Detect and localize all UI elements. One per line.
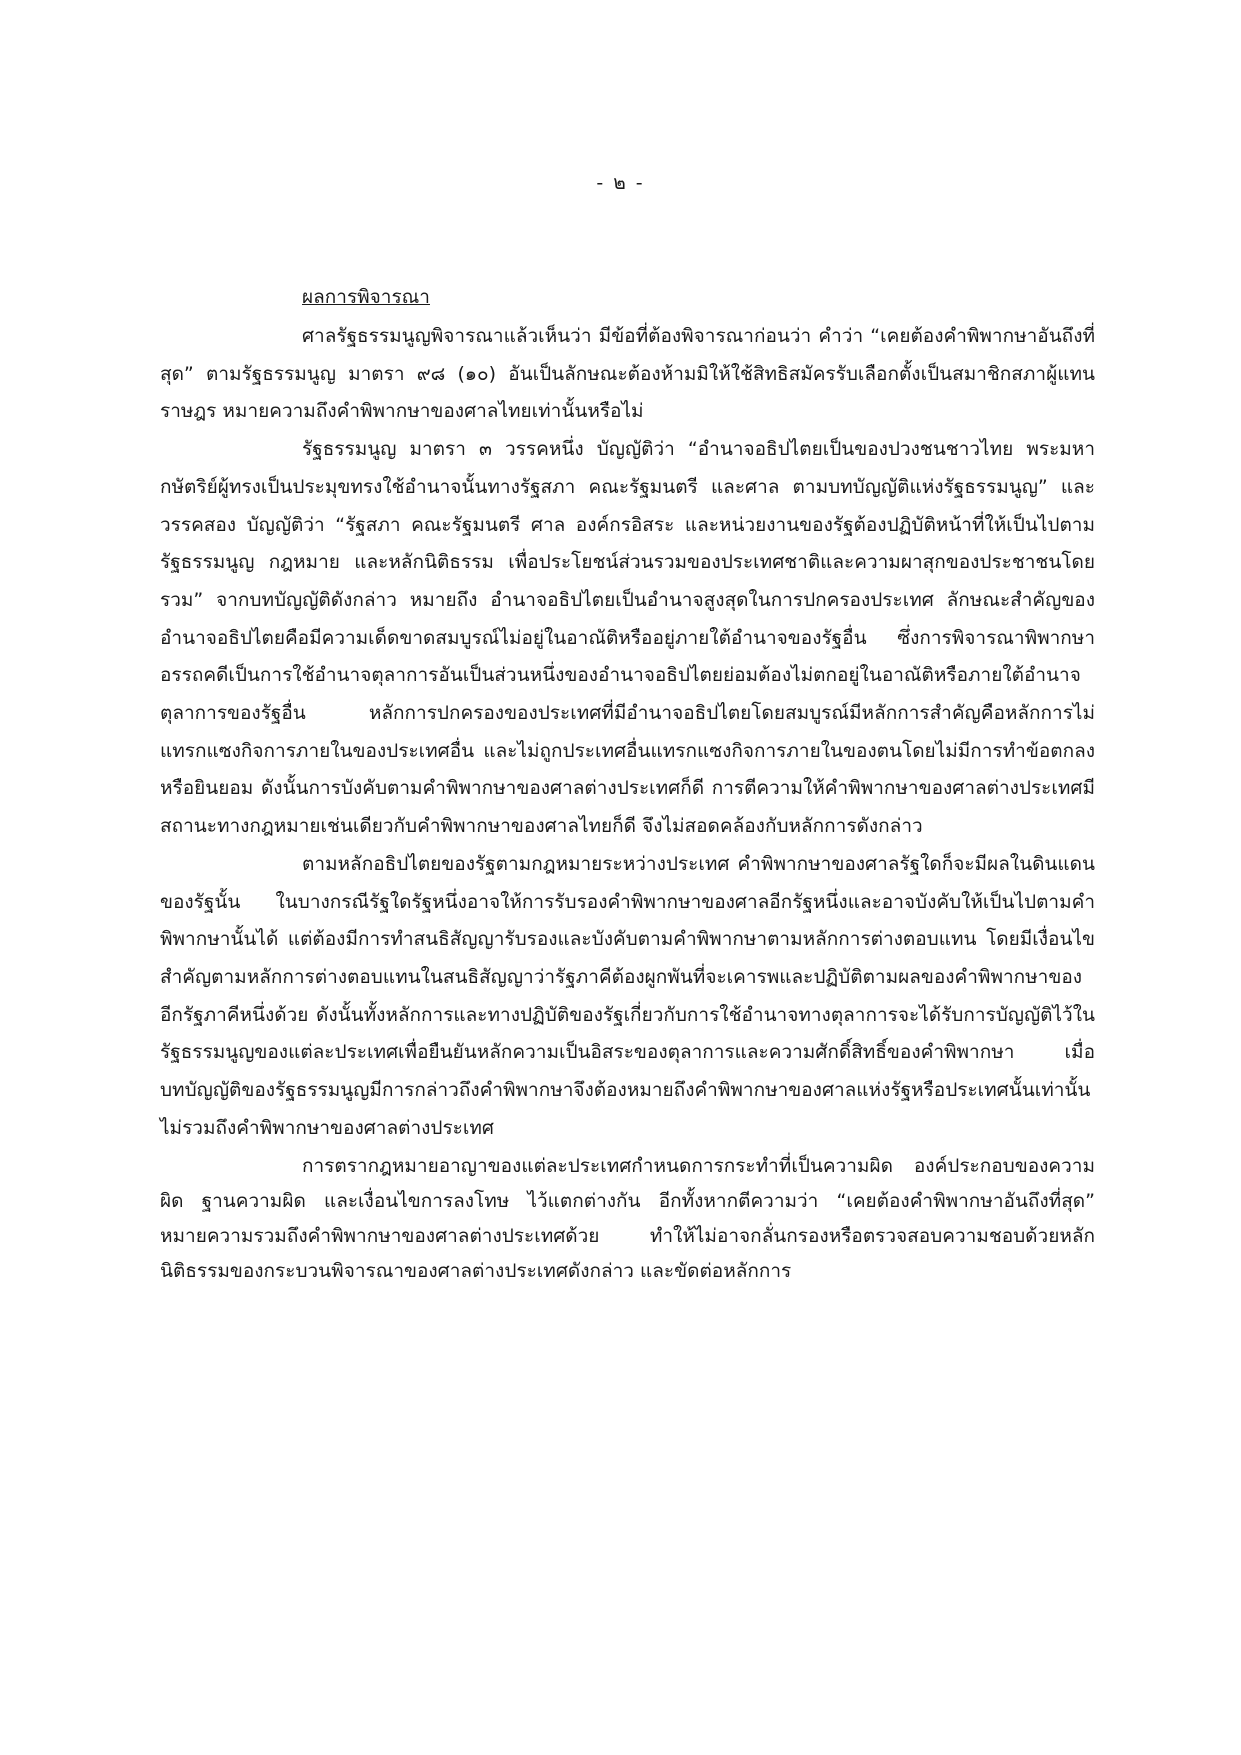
paragraph-text: ตามหลักอธิปไตยของรัฐตามกฎหมายระหว่างประเทศ คำพิพากษาของศาลรัฐใดก็จะมีผลในดินแดนของรัฐนั้น ในบางกรณีรัฐใดรัฐหนึ่งอาจให้การรับรองคำพิพากษาของศาลอีกรัฐหนึ่งและอาจบังคับให้เป็นไปตามคำพิพากษานั้นได้ แต่ต้องมีการทำสนธิสัญญารับรองและบังคับตามคำพิพากษาตามหลักการต่างตอบแทน โดยมีเงื่อนไขสำคัญตามหลักการต่างตอบแทนในสนธิสัญญาว่ารัฐภาคีต้องผูกพันที่จะเคารพและปฏิบัติตามผลของคำพิพากษาของอีกรัฐภาคีหนึ่งด้วย ดังนั้นทั้งหลักการและทางปฏิบัติของรัฐเกี่ยวกับการใช้อำนาจทางตุลาการจะได้รับการบัญญัติไว้ในรัฐธรรมนูญของแต่ละประเทศเพื่อยืนยันหลักความเป็นอิสระของตุลาการและความศักดิ์สิทธิ์ของคำพิพากษา เมื่อบทบัญญัติของรัฐธรรมนูญมีการกล่าวถึงคำพิพากษาจึงต้องหมายถึงคำพิพากษาของศาลแห่งรัฐหรือประเทศนั้นเท่านั้น ไม่รวมถึงคำพิพากษาของศาลต่างประเทศ bbox=[160, 852, 1095, 1139]
paragraph-text: ศาลรัฐธรรมนูญพิจารณาแล้วเห็นว่า มีข้อที่ต้องพิจารณาก่อนว่า คำว่า “เคยต้องคำพิพากษาอันถึงที่สุด” ตามรัฐธรรมนูญ มาตรา ๙๘ (๑๐) อันเป็นลักษณะต้องห้ามมิให้ใช้สิทธิสมัครรับเลือกตั้งเป็นสมาชิกสภาผู้แทนราษฎร หมายความถึงคำพิพากษาของศาลไทยเท่านั้นหรือไม่ bbox=[160, 325, 1095, 423]
paragraph bbox=[160, 1149, 1095, 1289]
section-heading: ผลการพิจารณา bbox=[302, 286, 430, 308]
paragraph bbox=[160, 431, 1095, 846]
document-body bbox=[160, 318, 1095, 1289]
paragraph bbox=[160, 846, 1095, 1148]
paragraph bbox=[160, 318, 1095, 431]
paragraph-text: รัฐธรรมนูญ มาตรา ๓ วรรคหนึ่ง บัญญัติว่า “อำนาจอธิปไตยเป็นของปวงชนชาวไทย พระมหากษัตริย์ผู้ทรงเป็นประมุขทรงใช้อำนาจนั้นทางรัฐสภา คณะรัฐมนตรี และศาล ตามบทบัญญัติแห่งรัฐธรรมนูญ” และวรรคสอง บัญญัติว่า “รัฐสภา คณะรัฐมนตรี ศาล องค์กรอิสระ และหน่วยงานของรัฐต้องปฏิบัติหน้าที่ให้เป็นไปตามรัฐธรรมนูญ กฎหมาย และหลักนิติธรรม เพื่อประโยชน์ส่วนรวมของประเทศชาติและความผาสุกของประชาชนโดยรวม” จากบทบัญญัติดังกล่าว หมายถึง อำนาจอธิปไตยเป็นอำนาจสูงสุดในการปกครองประเทศ ลักษณะสำคัญของอำนาจอธิปไตยคือมีความเด็ดขาดสมบูรณ์ไม่อยู่ในอาณัติหรืออยู่ภายใต้อำนาจของรัฐอื่น ซึ่งการพิจารณาพิพากษาอรรถคดีเป็นการใช้อำนาจตุลาการอันเป็นส่วนหนึ่งของอำนาจอธิปไตยย่อมต้องไม่ตกอยู่ในอาณัติหรือภายใต้อำนาจตุลาการของรัฐอื่น หลักการปกครองของประเทศที่มีอำนาจอธิปไตยโดยสมบูรณ์มีหลักการสำคัญคือหลักการไม่แทรกแซงกิจการภายในของประเทศอื่น และไม่ถูกประเทศอื่นแทรกแซงกิจการภายในของตนโดยไม่มีการทำข้อตกลงหรือยินยอม ดังนั้นการบังคับตามคำพิพากษาของศาลต่างประเทศก็ดี การตีความให้คำพิพากษาของศาลต่างประเทศมีสถานะทางกฎหมายเช่นเดียวกับคำพิพากษาของศาลไทยก็ดี จึงไม่สอดคล้องกับหลักการดังกล่าว bbox=[160, 438, 1095, 838]
paragraph-text: การตรากฎหมายอาญาของแต่ละประเทศกำหนดการกระทำที่เป็นความผิด องค์ประกอบของความผิด ฐานความผิด และเงื่อนไขการลงโทษ ไว้แตกต่างกัน อีกทั้งหากตีความว่า “เคยต้องคำพิพากษาอันถึงที่สุด” หมายความรวมถึงคำพิพากษาของศาลต่างประเทศด้วย ทำให้ไม่อาจกลั่นกรองหรือตรวจสอบความชอบด้วยหลักนิติธรรมของกระบวนพิจารณาของศาลต่างประเทศดังกล่าว และขัดต่อหลักการ bbox=[160, 1155, 1095, 1283]
page-number: - ๒ - bbox=[596, 172, 645, 194]
